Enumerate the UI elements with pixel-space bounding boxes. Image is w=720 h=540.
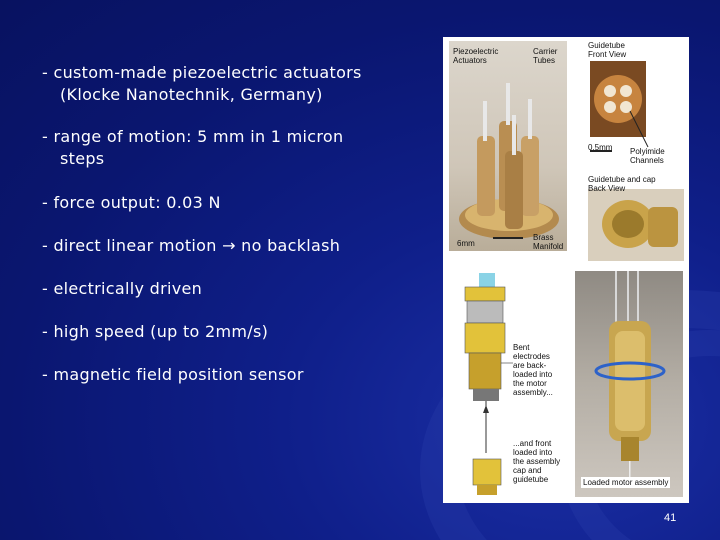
bullet-text: range of motion: 5 mm in 1 micron <box>53 127 344 146</box>
bullet-text: electrically driven <box>53 279 203 298</box>
bullet-marker: - <box>42 63 49 82</box>
bullet-marker: - <box>42 236 49 255</box>
carrier-label: Carrier Tubes <box>533 47 558 65</box>
right-arrow-icon: → <box>222 236 236 255</box>
bullet-text-continued: (Klocke Nanotechnik, Germany) <box>60 85 323 104</box>
page-number: 41 <box>664 512 677 524</box>
guidetube-front-photo <box>586 39 686 265</box>
actuators-photo <box>449 41 567 251</box>
guidetube-back-label: Guidetube and cap Back View <box>588 175 656 193</box>
bullet-text: magnetic field position sensor <box>53 365 304 384</box>
bullet-text: direct linear motion <box>53 236 223 255</box>
bullet-text-continued: steps <box>60 149 105 168</box>
motor-assembly-figure <box>443 37 689 503</box>
loaded-assembly-illustration <box>575 271 683 497</box>
loaded-assembly-label: Loaded motor assembly <box>583 478 669 487</box>
bullet-text-continued: no backlash <box>235 236 341 255</box>
bullet-force <box>42 192 422 214</box>
bent-electrodes-label: Bent electrodes are back- loaded into the motor assembly... <box>513 343 553 397</box>
polyimide-label: Polyimide Channels <box>630 147 665 165</box>
scale-label-6mm: 6mm <box>457 239 475 248</box>
bullet-marker: - <box>42 193 49 212</box>
piezo-label: Piezoelectric Actuators <box>453 47 499 65</box>
bullet-marker: - <box>42 127 49 146</box>
guidetube-front-label: Guidetube Front View <box>588 41 627 59</box>
scale-label-front: 0.5mm <box>588 143 613 152</box>
bullet-high-speed <box>42 321 422 343</box>
bullet-marker: - <box>42 365 49 384</box>
assembly-schematic <box>451 273 573 501</box>
bullet-actuators <box>42 62 422 106</box>
front-loaded-label: ...and front loaded into the assembly cap and guidetube <box>513 439 561 484</box>
bullet-range <box>42 126 422 170</box>
actuators-illustration <box>449 41 567 251</box>
bullet-text: high speed (up to 2mm/s) <box>53 322 269 341</box>
bullet-position-sensor <box>42 364 422 386</box>
brass-label: Brass Manifold <box>533 233 564 251</box>
bullet-text: custom-made piezoelectric actuators <box>53 63 362 82</box>
bullet-electrically-driven <box>42 278 422 300</box>
bullet-text: force output: 0.03 N <box>53 193 221 212</box>
loaded-assembly-photo <box>575 271 683 497</box>
bullet-linear-motion <box>42 235 422 257</box>
bullet-marker: - <box>42 322 49 341</box>
bullet-marker: - <box>42 279 49 298</box>
